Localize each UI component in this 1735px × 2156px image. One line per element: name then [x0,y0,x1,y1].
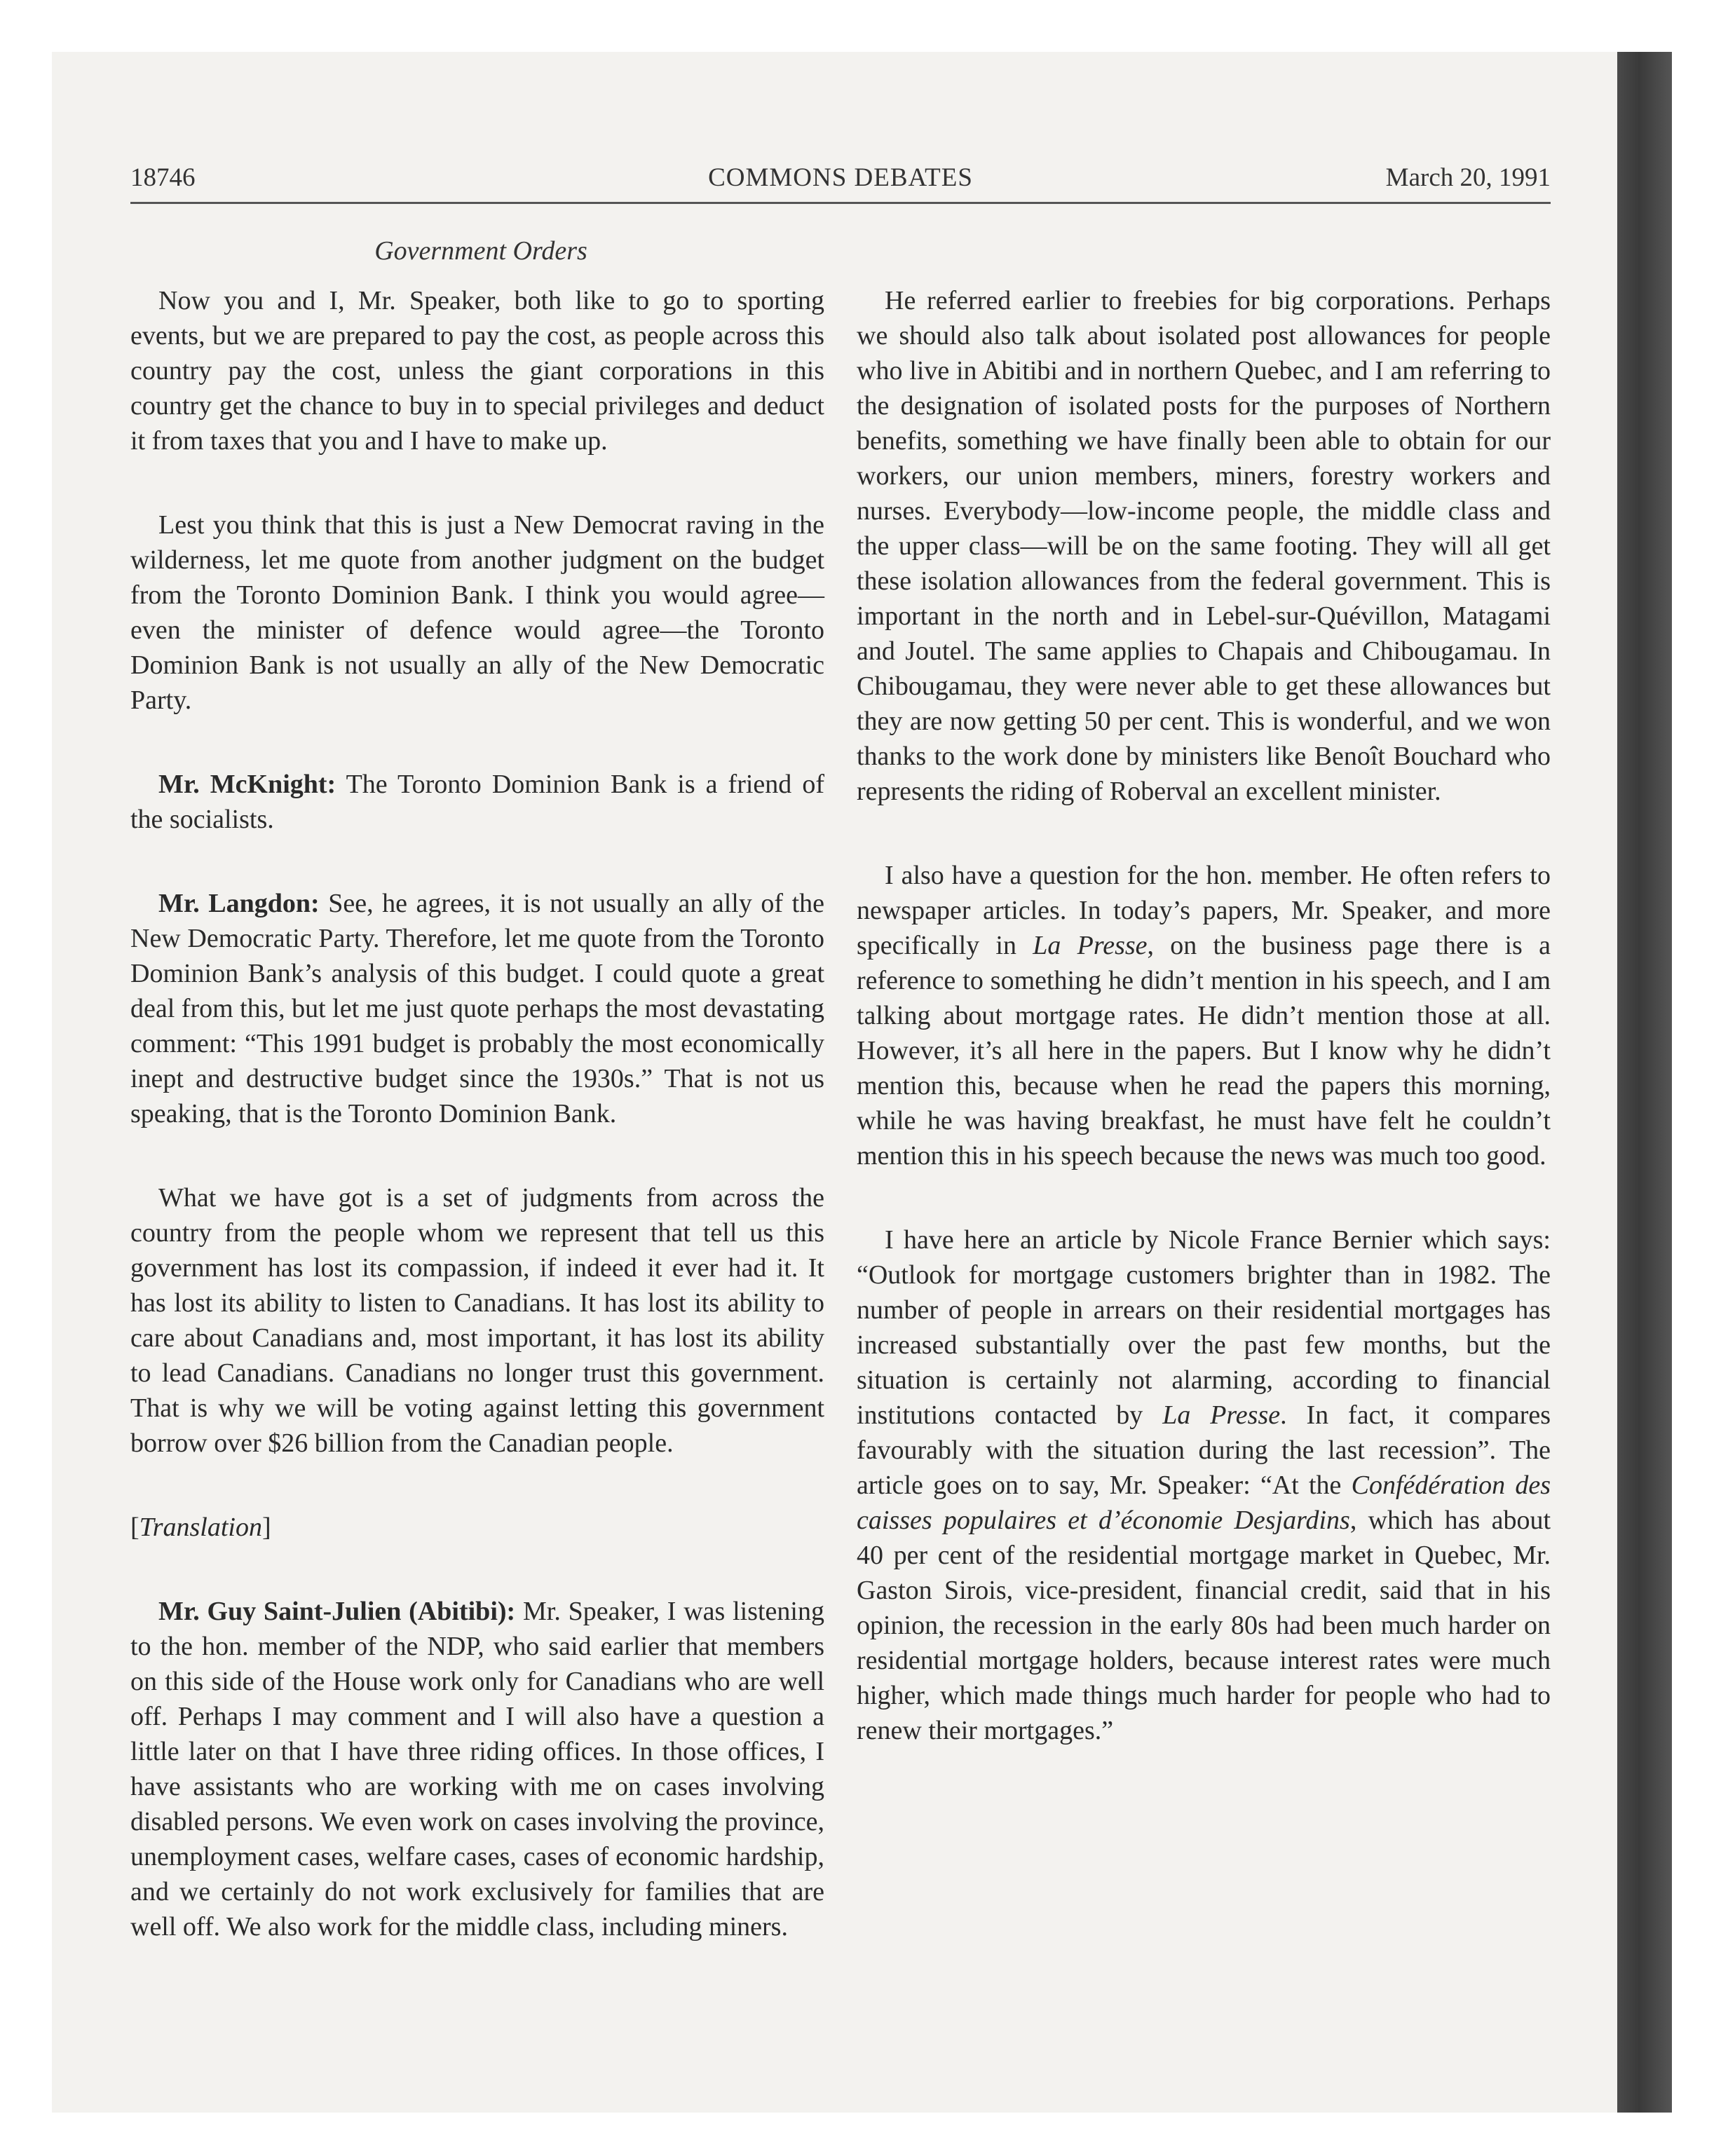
translation-label: Translation [139,1513,262,1542]
speaker-name: Mr. McKnight: [158,770,336,799]
paragraph: Lest you think that this is just a New Democrat raving in the wilderness, let me quote from another judgment on the budget from the Toronto Dominion Bank. I think you would agree—even the minister of defence would agree—the Toronto Dominion Bank is not usually an ally of the New Democratic Party. [130,510,824,715]
translation-marker: [Translation] [130,1513,271,1542]
paragraph: I also have a question for the hon. member. He often refers to newspaper articles. In today’s papers, Mr. Speaker, and more specifically in La Presse, on the business page there is a reference to something he didn’t mention in his speech, and I am talking about mortgage rates. He didn’t mention those at all. However, it’s all here in the papers. But I know why he didn’t mention this, because when he read the papers this morning, while he was having breakfast, he must have felt he couldn’t mention this in his speech because the news was much too good. [857,861,1551,1171]
page-number: 18746 [130,163,196,192]
publication-title: COMMONS DEBATES [708,163,973,192]
paragraph: Now you and I, Mr. Speaker, both like to go to sporting events, but we are prepared to pay the cost, as people across this country pay the cost, unless the giant corporations in this country get the chance to buy in to special privileges and deduct it from taxes that you and I have to make up. [130,286,824,456]
publication-date: March 20, 1991 [1385,163,1551,192]
right-column [857,283,1551,1797]
header-rule [130,202,1551,204]
paragraph: What we have got is a set of judgments from across the country from the people whom we represent that tell us this government has lost its compassion, if indeed it ever had it. It has lost its ability to listen to Canadians. It has lost its ability to care about Canadians and, most important, it has lost its ability to lead Canadians. Canadians no longer trust this government. That is why we will be voting against letting this government borrow over $26 billion from the Canadian people. [130,1183,824,1458]
section-title: Government Orders [374,236,587,266]
paragraph [130,767,824,837]
paragraph [130,886,824,1131]
paragraph [130,1594,824,1944]
speech-text: The Toronto Dominion Bank is a friend of the socialists. [130,770,824,834]
paragraph: He referred earlier to freebies for big corporations. Perhaps we should also talk about isolated post allowances for people who live in Abitibi and in northern Quebec, and I am referring to the designation of isolated posts for the purposes of Northern benefits, something we have finally been able to obtain for our workers, our union members, miners, forestry workers and nurses. Everybody—low-income people, the middle class and the upper class—will be on the same footing. They will all get these isolation allowances from the federal government. This is important in the north and in Lebel-sur-Quévillon, Matagami and Joutel. The same applies to Chapais and Chibougamau. In Chibougamau, they were never able to get these allowances but they are now getting 50 per cent. This is wonderful, and we won thanks to the work done by ministers like Benoît Bouchard who represents the riding of Roberval an excellent minister. [857,286,1551,806]
organization-name: Confédération des caisses populaires et d’économie Desjardins [857,1471,1551,1535]
speech-text: Mr. Speaker, I was listening to the hon. member of the NDP, who said earlier that members on this side of the House work only for Canadians who are well off. Perhaps I may comment and I will also have a question a little later on that I have three riding offices. In those offices, I have assistants who are working with me on cases involving disabled persons. We even work on cases involving the province, unemployment cases, welfare cases, cases of economic hardship, and we certainly do not work exclusively for families that are well off. We also work for the middle class, including miners. [130,1597,824,1942]
speaker-name: Mr. Guy Saint-Julien (Abitibi): [158,1597,516,1626]
newspaper-name: La Presse [1033,931,1148,960]
scan-edge-shadow [1617,52,1672,2113]
paragraph: I have here an article by Nicole France Bernier which says: “Outlook for mortgage customers brighter than in 1982. The number of people in arrears on their residential mortgages has increased substantially over the past few months, but the situation is certainly not alarming, according to financial institutions contacted by La Presse. In fact, it compares favourably with the situation during the last recession”. The article goes on to say, Mr. Speaker: “At the Confédération des caisses populaires et d’économie Desjardins, which has about 40 per cent of the residential mortgage market in Quebec, Mr. Gaston Sirois, vice-president, financial credit, said that in his opinion, the recession in the early 80s had been much harder on residential mortgage holders, because interest rates were much higher, which made things much harder for people who had to renew their mortgages.” [857,1225,1551,1745]
left-column [130,283,824,1993]
speech-text: See, he agrees, it is not usually an ally of the New Democratic Party. Therefore, let me quote from the Toronto Dominion Bank’s analysis of this budget. I could quote a great deal from this, but let me just quote perhaps the most devastating comment: “This 1991 budget is probably the most economically inept and destructive budget since the 1930s.” That is not us speaking, that is the Toronto Dominion Bank. [130,889,824,1128]
page-header [130,163,1551,199]
newspaper-name: La Presse [1162,1400,1281,1430]
speaker-name: Mr. Langdon: [158,889,320,918]
